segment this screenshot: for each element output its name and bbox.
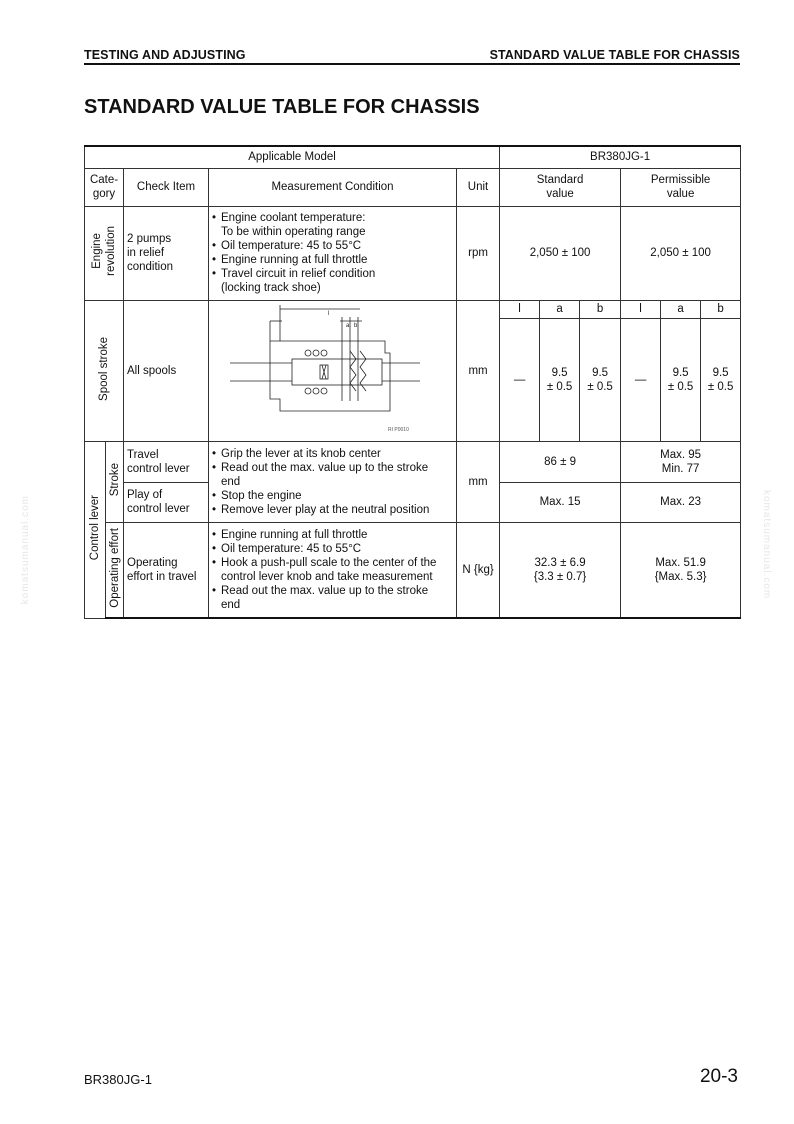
header-category: Cate- gory (89, 174, 119, 200)
play-permissible-value: Max. 23 (621, 482, 741, 522)
spool-unit: mm (457, 300, 500, 441)
spool-standard-a: 9.5 ± 0.5 (546, 366, 573, 393)
travel-standard-value: 86 ± 9 (500, 441, 621, 482)
stroke-condition-item: • Remove lever play at the neutral position (212, 503, 453, 517)
svg-text:b: b (353, 322, 357, 329)
check-item-play-of-control-lever: Play of control lever (127, 489, 190, 515)
header-unit: Unit (457, 168, 500, 206)
header-standard-value: Standard value (536, 174, 584, 200)
engine-condition-item: • Oil temperature: 45 to 55°C (212, 239, 453, 253)
watermark-right: komatsumanual.com (761, 490, 772, 600)
effort-condition-item: • Read out the max. value up to the stroke end (212, 584, 453, 612)
engine-standard-value: 2,050 ± 100 (500, 206, 621, 300)
spool-standard-l: — (500, 319, 540, 441)
spool-permissible-l: — (621, 319, 661, 441)
applicable-model-label: Applicable Model (85, 146, 500, 168)
spool-figure-cell (209, 300, 457, 441)
travel-permissible-value: Max. 95 Min. 77 (660, 448, 702, 475)
category-spool-stroke: Spool stroke (98, 336, 110, 401)
check-item-2-pumps: 2 pumps in relief condition (127, 233, 174, 273)
engine-permissible-value: 2,050 ± 100 (621, 206, 741, 300)
watermark-left: komatsumanual.com (20, 495, 31, 605)
spool-standard-b: 9.5 ± 0.5 (587, 366, 613, 393)
effort-condition-item: • Hook a push-pull scale to the center of the control lever knob and take measurement (212, 556, 453, 584)
header-measurement-condition: Measurement Condition (209, 168, 457, 206)
model-name: BR380JG-1 (500, 146, 741, 168)
check-item-all-spools: All spools (124, 300, 209, 441)
spool-permissible-b: 9.5 ± 0.5 (707, 366, 734, 393)
standard-value-table (84, 145, 741, 619)
spool-permissible-a: 9.5 ± 0.5 (667, 366, 694, 393)
header-check-item: Check Item (124, 168, 209, 206)
header-page-topic: STANDARD VALUE TABLE FOR CHASSIS (489, 48, 740, 62)
page-number: 20-3 (699, 1066, 738, 1087)
sub-category-stroke: Stroke (108, 462, 121, 497)
figure-code: RI P0010 (387, 426, 409, 433)
standard-sub-header-l: l (500, 300, 540, 319)
engine-unit: rpm (457, 206, 500, 300)
category-engine-revolution: Engine revolution (91, 226, 117, 276)
svg-text:l: l (327, 310, 329, 317)
standard-sub-header-a: a (540, 300, 580, 319)
spool-cross-section-figure (210, 301, 456, 437)
stroke-condition-item: • Stop the engine (212, 489, 453, 503)
effort-permissible-value: Max. 51.9 {Max. 5.3} (654, 556, 707, 583)
permissible-sub-header-l: l (621, 300, 661, 319)
permissible-sub-header-a: a (661, 300, 701, 319)
check-item-operating-effort: Operating effort in travel (127, 556, 197, 583)
header-permissible-value: Permissible value (650, 174, 711, 200)
header-section-title: TESTING AND ADJUSTING (84, 48, 246, 62)
svg-text:a: a (345, 322, 349, 329)
check-item-travel-control-lever: Travel control lever (127, 448, 190, 475)
page-title: STANDARD VALUE TABLE FOR CHASSIS (84, 96, 480, 118)
category-control-lever: Control lever (89, 494, 101, 561)
permissible-sub-header-b: b (701, 300, 741, 319)
effort-unit: N {kg} (457, 522, 500, 618)
stroke-condition-item: • Grip the lever at its knob center (212, 447, 453, 461)
stroke-condition-list (212, 447, 453, 517)
footer-model: BR380JG-1 (84, 1072, 152, 1087)
engine-condition-item: • Travel circuit in relief condition (locking track shoe) (212, 267, 453, 295)
effort-condition-item: • Engine running at full throttle (212, 528, 453, 542)
sub-category-operating-effort: Operating effort (108, 527, 121, 608)
play-standard-value: Max. 15 (500, 482, 621, 522)
engine-condition-list (212, 211, 453, 295)
stroke-condition-item: • Read out the max. value up to the stroke end (212, 461, 453, 489)
standard-sub-header-b: b (580, 300, 621, 319)
effort-condition-item: • Oil temperature: 45 to 55°C (212, 542, 453, 556)
header-rule (84, 63, 740, 65)
effort-standard-value: 32.3 ± 6.9 {3.3 ± 0.7} (533, 556, 587, 583)
engine-condition-item: • Engine coolant temperature: To be within operating range (212, 211, 453, 239)
stroke-unit: mm (457, 441, 500, 522)
effort-condition-list (212, 528, 453, 612)
engine-condition-item: • Engine running at full throttle (212, 253, 453, 267)
